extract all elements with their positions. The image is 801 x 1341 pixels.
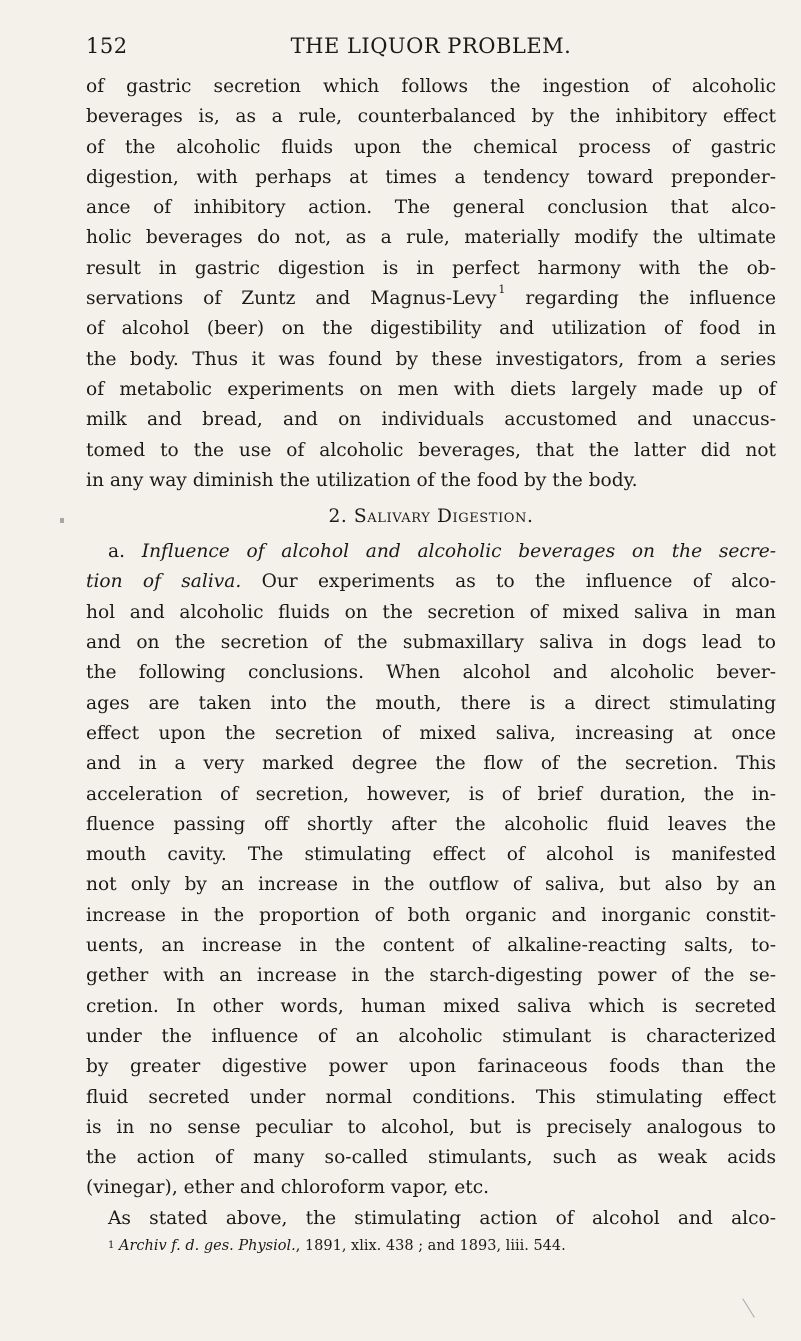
text-line: not only by an increase in the outflow of saliva, but also by an: [86, 874, 776, 896]
text-line: and in a very marked degree the flow of the secretion. This: [86, 753, 776, 775]
text-line: of gastric secretion which follows the ingestion of alcoholic: [86, 76, 776, 97]
stray-pen-mark: [742, 1298, 755, 1317]
footnote-journal: Archiv f. d. ges. Physiol.: [118, 1237, 296, 1254]
text-fragment: Our experiments as to the influence of alco-: [241, 571, 777, 593]
text-line: of metabolic experiments on men with diets largely made up of: [86, 378, 776, 400]
text-line: acceleration of secretion, however, is of brief duration, the in-: [86, 783, 776, 805]
text-line: of the alcoholic fluids upon the chemical process of gastric: [86, 136, 776, 158]
text-line: (vinegar), ether and chloroform vapor, etc.: [86, 1177, 490, 1199]
text-line: by greater digestive power upon farinaceous foods than the: [86, 1056, 776, 1078]
text-line-lead: [86, 567, 776, 597]
text-line: the action of many so-called stimulants, such as weak acids: [86, 1147, 776, 1169]
text-line: mouth cavity. The stimulating effect of alcohol is manifested: [86, 844, 776, 866]
text-fragment: servations of Zuntz and Magnus-Levy: [86, 288, 497, 310]
page-number: 152: [86, 34, 128, 58]
text-line: of alcohol (beer) on the digestibility and utilization of food in: [86, 318, 776, 340]
text-line: holic beverages do not, as a rule, materially modify the ultimate: [86, 227, 776, 249]
footnote-mark: 1: [108, 1239, 115, 1251]
book-page: [86, 34, 776, 1256]
text-line: is in no sense peculiar to alcohol, but is precisely analogous to: [86, 1116, 776, 1138]
running-title: THE LIQUOR PROBLEM.: [290, 34, 572, 58]
text-line: gether with an increase in the starch-digesting power of the se-: [86, 965, 776, 987]
section-heading: 2. Salivary Digestion.: [328, 506, 534, 528]
footnote: [86, 1236, 776, 1256]
text-line: increase in the proportion of both organic and inorganic constit-: [86, 904, 776, 926]
footnote-reference: 1: [498, 283, 506, 297]
text-line-with-footnote: [86, 284, 776, 314]
text-line: under the influence of an alcoholic stimulant is characterized: [86, 1025, 776, 1047]
text-fragment: regarding the influence: [505, 288, 776, 310]
subsection-title: Influence of alcohol and alcoholic beverages on the secre-: [141, 541, 776, 563]
footnote-citation: , 1891, xlix. 438 ; and 1893, liii. 544.: [295, 1237, 566, 1254]
body-text: [86, 72, 776, 1234]
text-line: effect upon the secretion of mixed saliva, increasing at once: [86, 722, 776, 744]
text-line-lead: [86, 537, 776, 567]
text-line: As stated above, the stimulating action of alcohol and alco-: [108, 1207, 776, 1229]
text-line: hol and alcoholic fluids on the secretion of mixed saliva in man: [86, 601, 776, 623]
text-line: cretion. In other words, human mixed saliva which is secreted: [86, 995, 776, 1017]
subsection-label: a.: [108, 541, 125, 563]
text-line: milk and bread, and on individuals accustomed and unaccus-: [86, 409, 776, 431]
text-line: in any way diminish the utilization of the food by the body.: [86, 469, 638, 491]
subsection-title-cont: tion of saliva.: [86, 571, 242, 593]
text-line: tomed to the use of alcoholic beverages, that the latter did not: [86, 439, 776, 461]
text-line: fluid secreted under normal conditions. This stimulating effect: [86, 1086, 776, 1108]
margin-speck: [60, 518, 64, 523]
running-head: [86, 34, 776, 62]
text-line: result in gastric digestion is in perfect harmony with the ob-: [86, 257, 776, 279]
text-line: digestion, with perhaps at times a tendency toward preponder-: [86, 166, 776, 188]
text-line: ages are taken into the mouth, there is a direct stimulating: [86, 692, 776, 714]
text-line: and on the secretion of the submaxillary saliva in dogs lead to: [86, 632, 776, 654]
text-line: the following conclusions. When alcohol and alcoholic bever-: [86, 662, 776, 684]
text-line: beverages is, as a rule, counterbalanced by the inhibitory effect: [86, 106, 776, 128]
text-line: ance of inhibitory action. The general conclusion that alco-: [86, 197, 776, 219]
text-line: the body. Thus it was found by these investigators, from a series: [86, 348, 776, 370]
text-line: uents, an increase in the content of alkaline-reacting salts, to-: [86, 935, 776, 957]
text-line: fluence passing off shortly after the alcoholic fluid leaves the: [86, 813, 776, 835]
